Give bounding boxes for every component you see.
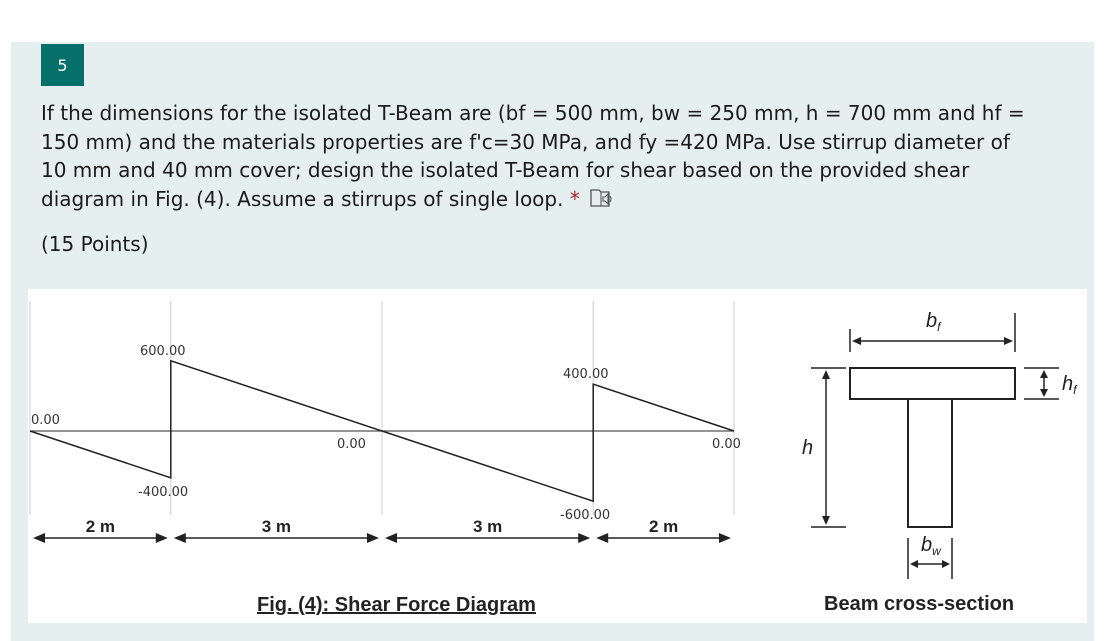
shear-force-diagram — [30, 301, 741, 543]
span-arrow-head — [596, 533, 608, 543]
span-arrow-head — [367, 533, 379, 543]
figure-caption: Fig. (4): Shear Force Diagram — [257, 594, 536, 616]
required-marker: * — [569, 187, 580, 212]
shear-value-label: 0.00 — [712, 437, 741, 452]
span-arrow-head — [385, 533, 397, 543]
bf-label: $b_f$ — [926, 310, 941, 334]
span-arrow-head — [174, 533, 186, 543]
figure-drawing — [28, 289, 1087, 623]
question-figure — [28, 289, 1087, 623]
immersive-reader-speaker-icon[interactable] — [588, 185, 614, 211]
flange-shape — [850, 368, 1015, 399]
hf-label: $h_f$ — [1062, 373, 1077, 397]
h-label: h — [802, 437, 814, 459]
shear-value-label: 600.00 — [140, 344, 186, 359]
web-shape — [908, 399, 952, 527]
span-arrow-head — [33, 533, 45, 543]
span-label: 2 m — [85, 517, 116, 536]
question-number-badge: 5 — [41, 44, 84, 86]
shear-value-label: 0.00 — [337, 437, 366, 452]
cross-section-caption: Beam cross-section — [824, 593, 1015, 615]
span-arrow-head — [719, 533, 731, 543]
span-label: 2 m — [648, 517, 679, 536]
span-arrow-head — [578, 533, 590, 543]
shear-value-label: 400.00 — [563, 367, 609, 382]
question-text — [41, 99, 1041, 214]
shear-value-label: -400.00 — [138, 485, 189, 500]
question-body: If the dimensions for the isolated T-Beam are (bf = 500 mm, bw = 250 mm, h = 700 mm and hf = 150 mm) and the materials properties are f'c=30 MPa, and fy =420 MPa. Use stirrup diameter of 10 mm and 40 mm cover; design the isolated T-Beam for shear based on the provided shear diagram in Fig. (4). Assume a stirrups of single loop. — [41, 101, 1025, 212]
span-arrow-head — [156, 533, 168, 543]
question-points: (15 Points) — [41, 232, 149, 256]
span-label: 3 m — [261, 517, 292, 536]
shear-value-label: -600.00 — [560, 508, 611, 523]
cross-section-drawing — [802, 310, 1078, 579]
span-label: 3 m — [472, 517, 503, 536]
bw-label: $b_w$ — [921, 534, 941, 558]
shear-value-label: 0.00 — [31, 413, 60, 428]
